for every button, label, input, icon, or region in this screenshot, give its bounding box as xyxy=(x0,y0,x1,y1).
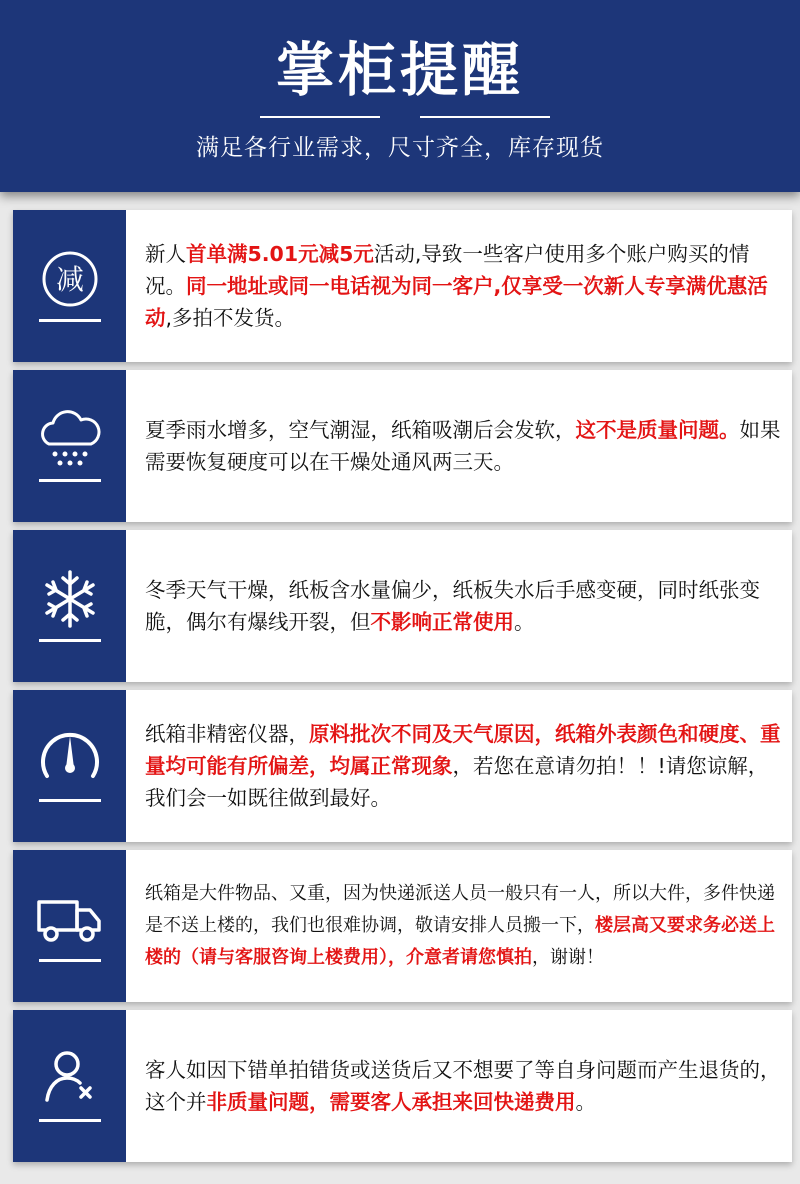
notice-card-summer xyxy=(13,370,792,522)
page-title: 掌柜提醒 xyxy=(275,36,524,104)
highlight-text: 这不是质量问题。 xyxy=(575,418,740,442)
notice-text xyxy=(145,690,781,842)
body-text: 新人 xyxy=(145,242,186,266)
body-text: ，若您在意请勿拍！！!请您谅解，我们会一如既往做到最好。 xyxy=(145,754,769,810)
icon-divider xyxy=(39,799,101,802)
delivery-truck-icon xyxy=(35,884,105,954)
body-text: 。 xyxy=(575,1090,596,1114)
body-text: 夏季雨水增多，空气潮湿，纸箱吸潮后会发软， xyxy=(145,418,576,442)
icon-panel xyxy=(13,1010,126,1162)
notice-text xyxy=(145,850,781,1002)
svg-text:减: 减 xyxy=(55,263,85,296)
page-subtitle: 满足各行业需求，尺寸齐全，库存现货 xyxy=(196,135,604,161)
body-text: 活动,导致一些客户使用多个账户购买的情况。 xyxy=(145,242,750,298)
icon-divider xyxy=(39,319,101,322)
body-text: 。 xyxy=(514,610,535,634)
highlight-text: 同一地址或同一电话视为同一客户,仅享受一次新人专享满优惠活动 xyxy=(145,274,768,330)
icon-divider xyxy=(39,479,101,482)
body-text: ，谢谢！ xyxy=(532,947,604,968)
icon-panel xyxy=(13,370,126,522)
highlight-text: 不影响正常使用 xyxy=(370,610,514,634)
rain-cloud-icon xyxy=(35,404,105,474)
body-text: 客人如因下错单拍错货或送货后又不想要了等自身问题而产生退货的，这个并 xyxy=(145,1058,781,1114)
icon-divider xyxy=(39,1119,101,1122)
body-text: 冬季天气干燥，纸板含水量偏少，纸板失水后手感变硬，同时纸张变脆，偶尔有爆线开裂，但 xyxy=(145,578,760,634)
body-text: 纸箱非精密仪器， xyxy=(145,722,309,746)
snowflake-icon xyxy=(35,564,105,634)
body-text: ,多拍不发货。 xyxy=(165,306,296,330)
body-text: 纸箱是大件物品、又重，因为快递派送人员一般只有一人，所以大件，多件快递是不送上楼的，我们也很难协调，敬请安排人员搬一下， xyxy=(145,883,775,936)
icon-panel xyxy=(13,850,126,1002)
notice-card-winter xyxy=(13,530,792,682)
notice-card-returns xyxy=(13,1010,792,1162)
icon-panel xyxy=(13,530,126,682)
user-cancel-icon xyxy=(35,1044,105,1114)
icon-divider xyxy=(39,639,101,642)
gauge-icon xyxy=(35,724,105,794)
header-banner xyxy=(0,0,800,192)
notice-card-variance xyxy=(13,690,792,842)
notice-card-delivery xyxy=(13,850,792,1002)
highlight-text: 原料批次不同及天气原因，纸箱外表颜色和硬度、重量均可能有所偏差，均属正常现象 xyxy=(145,722,781,778)
notice-text xyxy=(145,210,781,362)
icon-panel xyxy=(13,690,126,842)
discount-icon xyxy=(35,244,105,314)
icon-divider xyxy=(39,959,101,962)
highlight-text: 非质量问题，需要客人承担来回快递费用 xyxy=(206,1090,576,1114)
notice-text xyxy=(145,370,781,522)
title-underline-right xyxy=(420,116,550,118)
body-text: 如果需要恢复硬度可以在干燥处通风两三天。 xyxy=(145,418,781,474)
icon-panel xyxy=(13,210,126,362)
notice-text xyxy=(145,530,781,682)
highlight-text: 首单满5.01元减5元 xyxy=(186,242,374,266)
title-underline-left xyxy=(260,116,380,118)
notice-card-discount xyxy=(13,210,792,362)
notice-text xyxy=(145,1010,781,1162)
highlight-text: 楼层高又要求务必送上楼的（请与客服咨询上楼费用），介意者请您慎拍 xyxy=(145,915,775,968)
